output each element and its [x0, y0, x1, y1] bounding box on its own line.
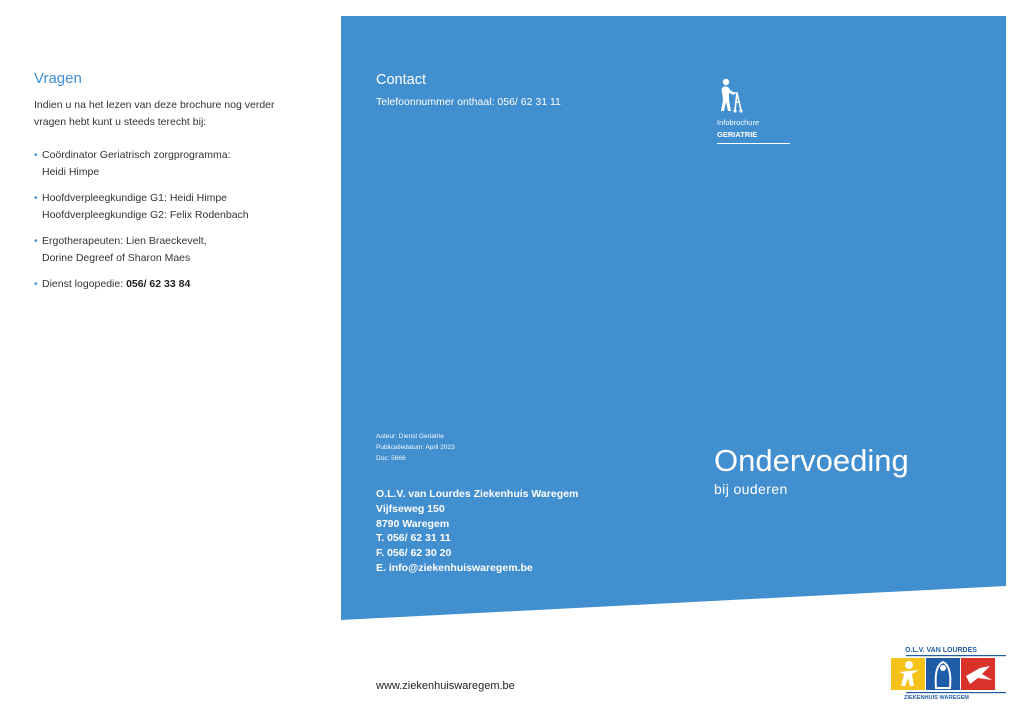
publication-date: Publicatiedatum: April 2023: [376, 444, 455, 451]
logo-bottom-text: ZIEKENHUIS WAREGEM: [904, 695, 969, 700]
brochure-type: Infobrochure: [717, 118, 760, 127]
brochure-department: GERIATRIE: [717, 130, 790, 144]
document-meta: [376, 431, 455, 464]
hospital-logo: [890, 644, 1008, 700]
telephone: T. 056/ 62 31 11: [376, 532, 451, 545]
hospital-address: [376, 487, 578, 576]
logo-top-text: O.L.V. VAN LOURDES: [905, 647, 977, 654]
city: 8790 Waregem: [376, 517, 450, 530]
list-item-line: Dorine Degreef of Sharon Maes: [42, 252, 191, 264]
list-item-line: Hoofdverpleegkundige G2: Felix Rodenbach: [42, 209, 249, 221]
questions-intro: Indien u na het lezen van deze brochure nog verder vragen hebt kunt u steeds terecht bij:: [34, 99, 275, 128]
author: Auteur: Dienst Geriatrie: [376, 433, 444, 440]
title-main: Ondervoeding: [714, 443, 909, 478]
contact-section: [376, 72, 561, 108]
contact-phone: Telefoonnummer onthaal: 056/ 62 31 11: [376, 96, 561, 108]
title-sub: bij ouderen: [714, 481, 788, 497]
bullet: •: [34, 150, 38, 161]
list-item-line: Hoofdverpleegkundige G1: Heidi Himpe: [42, 192, 228, 204]
email: E. info@ziekenhuiswaregem.be: [376, 561, 533, 574]
hospital-name: O.L.V. van Lourdes Ziekenhuis Waregem: [376, 488, 579, 500]
bullet: •: [34, 236, 38, 247]
list-item-line: Heidi Himpe: [42, 166, 100, 178]
contact-heading: Contact: [376, 72, 426, 88]
list-item-line: Ergotherapeuten: Lien Braeckevelt,: [42, 235, 207, 247]
bullet: •: [34, 193, 38, 204]
list-item-line: Coördinator Geriatrisch zorgprogramma:: [42, 149, 231, 161]
list-item-line: Dienst logopedie:: [42, 278, 127, 290]
website-url: www.ziekenhuiswaregem.be: [376, 680, 515, 692]
elderly-walker-icon: [717, 78, 745, 114]
questions-heading: Vragen: [34, 70, 82, 87]
logopedie-phone: 056/ 62 33 84: [126, 278, 191, 290]
document-number: Doc: 5666: [376, 455, 406, 462]
street: Vijfseweg 150: [376, 502, 445, 515]
brochure-title: [714, 443, 909, 497]
brochure-label: [717, 78, 790, 144]
fax: F. 056/ 62 30 20: [376, 547, 452, 560]
bullet: •: [34, 279, 38, 290]
